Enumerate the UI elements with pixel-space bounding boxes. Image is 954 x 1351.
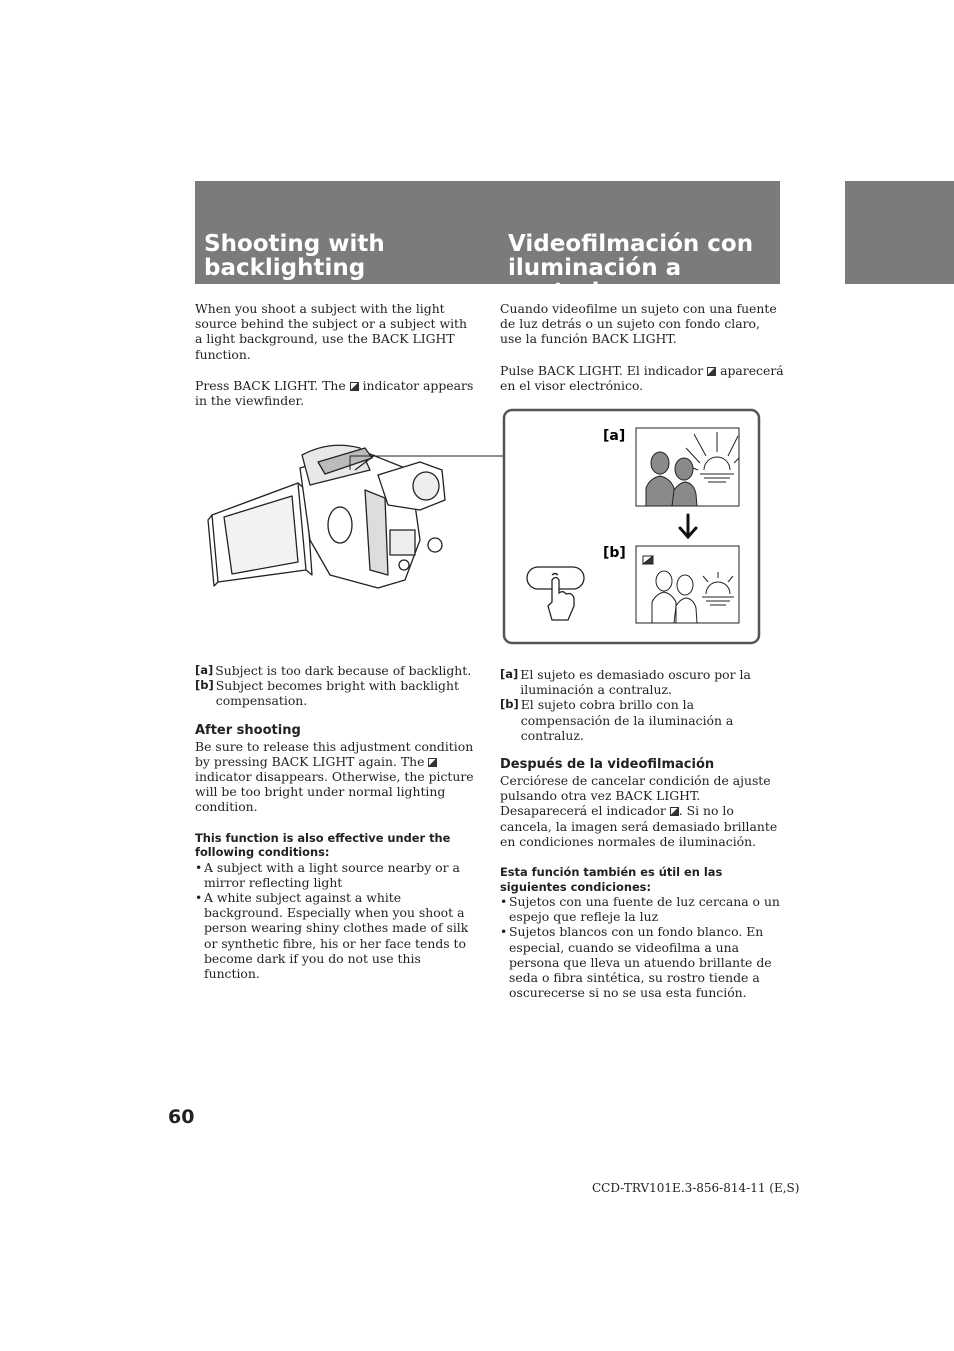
after-shooting-text: Cerciórese de cancelar condición de ajuste pulsando otra vez BACK LIGHT. Desaparecerá el indicador . Si no lo cancela, la imagen será demasiado brillante en condiciones normales de iluminación.	[500, 773, 778, 849]
arrow-down-icon	[680, 515, 696, 537]
after-shooting-heading: After shooting	[195, 722, 301, 738]
body-en	[195, 663, 477, 981]
footer-code: CCD-TRV101E.3-856-814-11 (E,S)	[592, 1181, 800, 1195]
camcorder-icon	[208, 445, 503, 588]
body-es	[500, 667, 784, 1000]
page-title-en: Shooting with backlighting	[204, 231, 385, 281]
conditions-heading: This function is also effective under the following conditions:	[195, 830, 451, 860]
scene-dark-subject	[636, 428, 739, 506]
caption-a: [a] El sujeto es demasiado oscuro por la iluminación a contraluz.	[500, 667, 751, 698]
after-shooting-text: Be sure to release this adjustment condition by pressing BACK LIGHT again. The indicator disappears. Otherwise, the picture will be too bright under normal lighting condition.	[195, 738, 474, 815]
conditions-heading: Esta función también es útil en las siguientes condiciones:	[500, 865, 723, 894]
conditions-list	[500, 894, 784, 1000]
intro-paragraph: Cuando videofilme un sujeto con una fuente de luz detrás o un sujeto con fondo claro, use la función BACK LIGHT.	[500, 301, 777, 347]
scene-bright-subject	[636, 546, 739, 623]
page-title-es: Videofilmación con iluminación a contraluz	[508, 231, 754, 305]
press-instruction: Press BACK LIGHT. The indicator appears in the viewfinder.	[195, 377, 474, 409]
caption-b: [b] El sujeto cobra brillo con la compensación de la iluminación a contraluz.	[500, 697, 734, 743]
after-shooting-heading: Después de la videofilmación	[500, 757, 715, 773]
list-item: • Sujetos blancos con un fondo blanco. En especial, cuando se videofilma a una persona que lleva un atuendo brillante de seda o fibra sintética, su rostro tiende a oscurecerse si no se usa esta función.	[500, 924, 784, 1000]
backlight-button-icon	[527, 567, 584, 620]
list-item: • A subject with a light source nearby or a mirror reflecting light	[195, 860, 477, 890]
page-number: 60	[168, 1106, 195, 1128]
label-b: [b]	[603, 545, 626, 561]
list-item: • A white subject against a white background. Especially when you shoot a person wearing shiny clothes made of silk or synthetic fibre, his or her face tends to become dark if you do not use this function.	[195, 890, 477, 981]
caption-a: [a] Subject is too dark because of backlight.	[195, 663, 472, 678]
conditions-list	[195, 860, 477, 982]
backlight-indicator-icon	[428, 758, 437, 767]
intro-paragraph: When you shoot a subject with the light source behind the subject or a subject with a light background, use the BACK LIGHT function.	[195, 301, 468, 362]
caption-b: [b] Subject becomes bright with backlight compensation.	[195, 678, 459, 709]
label-a: [a]	[603, 428, 626, 444]
backlight-indicator-icon	[670, 807, 679, 816]
list-item: • Sujetos con una fuente de luz cercana o un espejo que refleje la luz	[500, 894, 784, 924]
press-instruction: Pulse BACK LIGHT. El indicador aparecerá en el visor electrónico.	[500, 362, 784, 393]
